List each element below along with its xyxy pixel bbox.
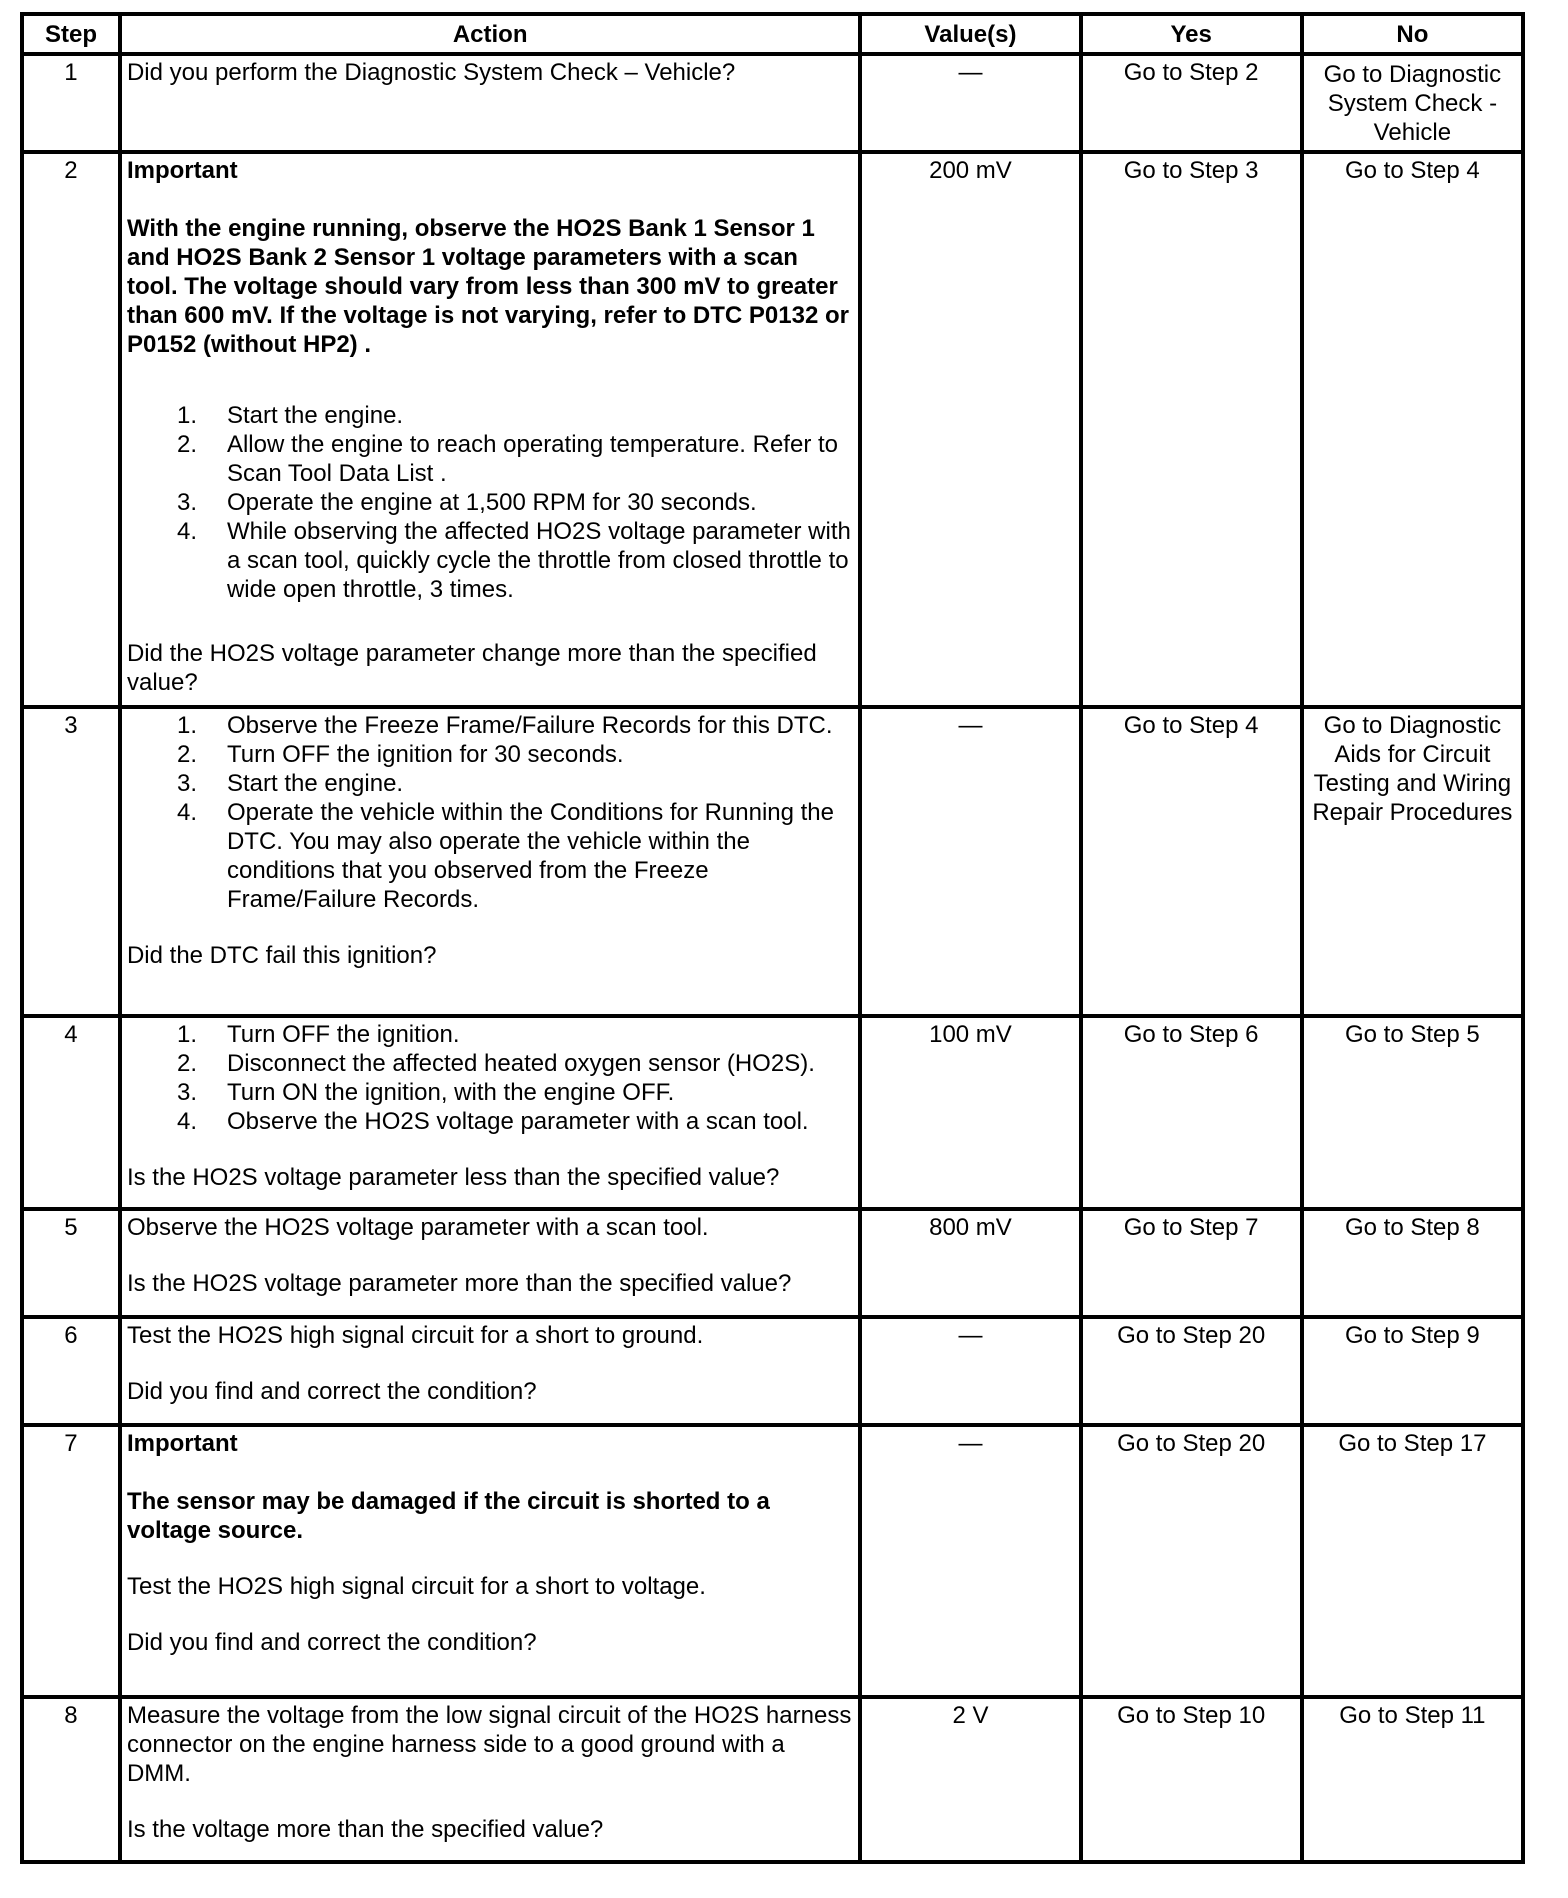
no-cell — [1302, 54, 1523, 152]
header-step: Step — [22, 14, 120, 54]
yes-cell: Go to Step 20 — [1081, 1317, 1302, 1425]
action-question: Did you perform the Diagnostic System Check – Vehicle? — [126, 59, 736, 86]
step-number: 8 — [22, 1697, 120, 1862]
yes-cell: Go to Step 6 — [1081, 1016, 1302, 1209]
action-cell — [120, 54, 860, 152]
action-cell — [120, 1209, 860, 1317]
table-row — [22, 1697, 1523, 1862]
diagnostic-table — [20, 12, 1525, 1864]
step-number: 1 — [22, 54, 120, 152]
list-item: 2. Allow the engine to reach operating temperature. Refer to Scan Tool Data List . — [176, 431, 838, 487]
action-question: Did the DTC fail this ignition? — [126, 942, 437, 969]
action-question: Did you find and correct the condition? — [126, 1629, 537, 1656]
no-cell: Go to Diagnostic Aids for Circuit Testing and Wiring Repair Procedures — [1302, 707, 1523, 1016]
no-cell: Go to Step 4 — [1302, 152, 1523, 707]
yes-cell: Go to Step 2 — [1081, 54, 1302, 152]
table-row — [22, 707, 1523, 1016]
no-cell: Go to Step 9 — [1302, 1317, 1523, 1425]
important-text: With the engine running, observe the HO2S Bank 1 Sensor 1 and HO2S Bank 2 Sensor 1 voltage parameters with a scan tool. The voltage should vary from less than 300 mV to greater than 600 mV. If the voltage is not varying, refer to DTC P0132 or P0152 (without HP2) . — [126, 215, 849, 358]
step-number: 2 — [22, 152, 120, 707]
important-title: Important — [126, 157, 238, 184]
yes-cell: Go to Step 4 — [1081, 707, 1302, 1016]
no-cell: Go to Step 8 — [1302, 1209, 1523, 1317]
header-yes: Yes — [1081, 14, 1302, 54]
header-action: Action — [120, 14, 860, 54]
no-text: Go to Diagnostic System Check - Vehicle — [1323, 60, 1502, 146]
action-cell — [120, 1425, 860, 1697]
no-cell: Go to Step 11 — [1302, 1697, 1523, 1862]
yes-cell: Go to Step 20 — [1081, 1425, 1302, 1697]
list-item: 4. Operate the vehicle within the Conditions for Running the DTC. You may also operate the vehicle within the conditions that you observed from the Freeze Frame/Failure Records. — [176, 799, 834, 913]
list-item: 4. Observe the HO2S voltage parameter with a scan tool. — [176, 1108, 809, 1135]
table-row — [22, 1425, 1523, 1697]
procedure-list — [127, 711, 853, 914]
list-item: 1. Start the engine. — [176, 402, 404, 429]
list-item: 2. Disconnect the affected heated oxygen sensor (HO2S). — [176, 1050, 815, 1077]
action-question: Is the voltage more than the specified value? — [126, 1816, 604, 1843]
action-cell — [120, 1317, 860, 1425]
list-item: 3. Operate the engine at 1,500 RPM for 30 seconds. — [176, 489, 757, 516]
header-row — [22, 14, 1523, 54]
table-row — [22, 54, 1523, 152]
no-cell: Go to Step 17 — [1302, 1425, 1523, 1697]
action-cell — [120, 707, 860, 1016]
action-cell — [120, 1697, 860, 1862]
value-cell: 2 V — [860, 1697, 1080, 1862]
action-question: Is the HO2S voltage parameter less than the specified value? — [126, 1164, 780, 1191]
action-cell — [120, 152, 860, 707]
yes-cell: Go to Step 10 — [1081, 1697, 1302, 1862]
action-text: Observe the HO2S voltage parameter with a scan tool. — [126, 1214, 709, 1241]
value-cell: 800 mV — [860, 1209, 1080, 1317]
step-number: 7 — [22, 1425, 120, 1697]
value-cell: 100 mV — [860, 1016, 1080, 1209]
value-cell: — — [860, 707, 1080, 1016]
no-cell: Go to Step 5 — [1302, 1016, 1523, 1209]
step-number: 6 — [22, 1317, 120, 1425]
action-question: Is the HO2S voltage parameter more than the specified value? — [126, 1270, 792, 1297]
header-no: No — [1302, 14, 1523, 54]
table-row — [22, 152, 1523, 707]
step-number: 3 — [22, 707, 120, 1016]
yes-cell: Go to Step 7 — [1081, 1209, 1302, 1317]
table-row — [22, 1209, 1523, 1317]
value-cell: — — [860, 1425, 1080, 1697]
list-item: 3. Start the engine. — [176, 770, 404, 797]
procedure-list — [127, 1020, 853, 1136]
action-question: Did the HO2S voltage parameter change more than the specified value? — [126, 640, 817, 696]
important-text: The sensor may be damaged if the circuit is shorted to a voltage source. — [126, 1488, 770, 1544]
action-text: Test the HO2S high signal circuit for a short to voltage. — [126, 1573, 706, 1600]
step-number: 4 — [22, 1016, 120, 1209]
step-number: 5 — [22, 1209, 120, 1317]
action-question: Did you find and correct the condition? — [126, 1378, 537, 1405]
value-cell: 200 mV — [860, 152, 1080, 707]
list-item: 1. Turn OFF the ignition. — [176, 1021, 460, 1048]
action-text: Test the HO2S high signal circuit for a short to ground. — [126, 1322, 704, 1349]
important-title: Important — [126, 1430, 238, 1457]
action-text: Measure the voltage from the low signal circuit of the HO2S harness connector on the engine harness side to a good ground with a DMM. — [126, 1702, 852, 1787]
list-item: 1. Observe the Freeze Frame/Failure Records for this DTC. — [176, 712, 833, 739]
list-item: 3. Turn ON the ignition, with the engine OFF. — [176, 1079, 675, 1106]
yes-cell: Go to Step 3 — [1081, 152, 1302, 707]
value-cell: — — [860, 1317, 1080, 1425]
header-values: Value(s) — [860, 14, 1080, 54]
table-row — [22, 1317, 1523, 1425]
value-cell: — — [860, 54, 1080, 152]
table-row — [22, 1016, 1523, 1209]
list-item: 2. Turn OFF the ignition for 30 seconds. — [176, 741, 624, 768]
procedure-list — [127, 401, 853, 604]
action-cell — [120, 1016, 860, 1209]
list-item: 4. While observing the affected HO2S voltage parameter with a scan tool, quickly cycle the throttle from closed throttle to wide open throttle, 3 times. — [176, 518, 851, 603]
